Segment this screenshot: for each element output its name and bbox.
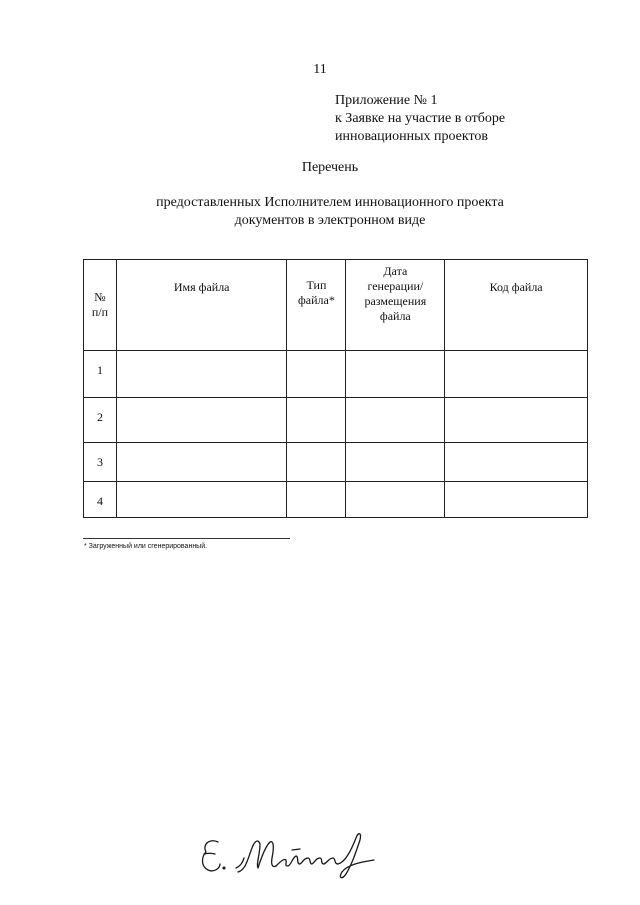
header-file-name-label: Имя файла	[173, 280, 230, 294]
header-number-line: п/п	[91, 305, 109, 319]
row-number: 3	[96, 455, 103, 469]
appendix-line: к Заявке на участие в отборе	[335, 111, 506, 126]
header-file-code-label: Код файла	[489, 280, 543, 294]
row-number-cell	[84, 398, 117, 443]
row-number-cell	[84, 351, 117, 398]
subtitle-line: предоставленных Исполнителем инновационного проекта	[156, 195, 504, 210]
file-type-cell	[287, 398, 346, 443]
header-date-line: Дата	[383, 264, 408, 278]
file-date-cell	[346, 398, 445, 443]
header-file-code	[445, 260, 588, 351]
file-type-cell	[287, 351, 346, 398]
file-date-cell	[346, 482, 445, 518]
row-number-cell	[84, 443, 117, 482]
header-number-line: №	[94, 290, 106, 304]
file-name-cell	[116, 443, 287, 482]
file-name-cell	[116, 351, 287, 398]
footnote: * Загруженный или сгенерированный.	[84, 543, 208, 550]
file-type-cell	[287, 443, 346, 482]
file-code-cell	[445, 443, 588, 482]
files-table	[83, 259, 588, 518]
appendix-line: Приложение № 1	[335, 93, 438, 108]
table-row	[84, 398, 588, 443]
file-date-cell	[346, 443, 445, 482]
header-file-type-line: Тип	[306, 278, 327, 292]
file-date-cell	[346, 351, 445, 398]
appendix-line: инновационных проектов	[335, 129, 489, 144]
table-row	[84, 351, 588, 398]
file-name-cell	[116, 482, 287, 518]
file-name-cell	[116, 398, 287, 443]
header-date	[346, 260, 445, 351]
subtitle-line: документов в электронном виде	[234, 213, 426, 228]
file-code-cell	[445, 482, 588, 518]
table-row	[84, 482, 588, 518]
table-row	[84, 443, 588, 482]
table-header-row	[84, 260, 588, 351]
document-title: Перечень	[301, 160, 359, 175]
file-type-cell	[287, 482, 346, 518]
handwritten-signature	[196, 828, 396, 880]
row-number: 1	[96, 363, 103, 377]
header-file-name	[116, 260, 287, 351]
row-number-cell	[84, 482, 117, 518]
header-file-type-line: файла*	[298, 293, 335, 307]
file-code-cell	[445, 398, 588, 443]
page-number: 11	[313, 62, 327, 77]
header-number	[84, 260, 117, 351]
row-number: 2	[96, 410, 103, 424]
header-file-type	[287, 260, 346, 351]
row-number: 4	[96, 494, 103, 508]
header-date-line: размещения	[364, 294, 427, 308]
document-subtitle	[0, 194, 640, 230]
header-date-line: файла	[379, 309, 411, 323]
header-date-line: генерации/	[367, 279, 424, 293]
appendix-block	[335, 92, 505, 146]
footnote-divider	[83, 538, 290, 539]
file-code-cell	[445, 351, 588, 398]
